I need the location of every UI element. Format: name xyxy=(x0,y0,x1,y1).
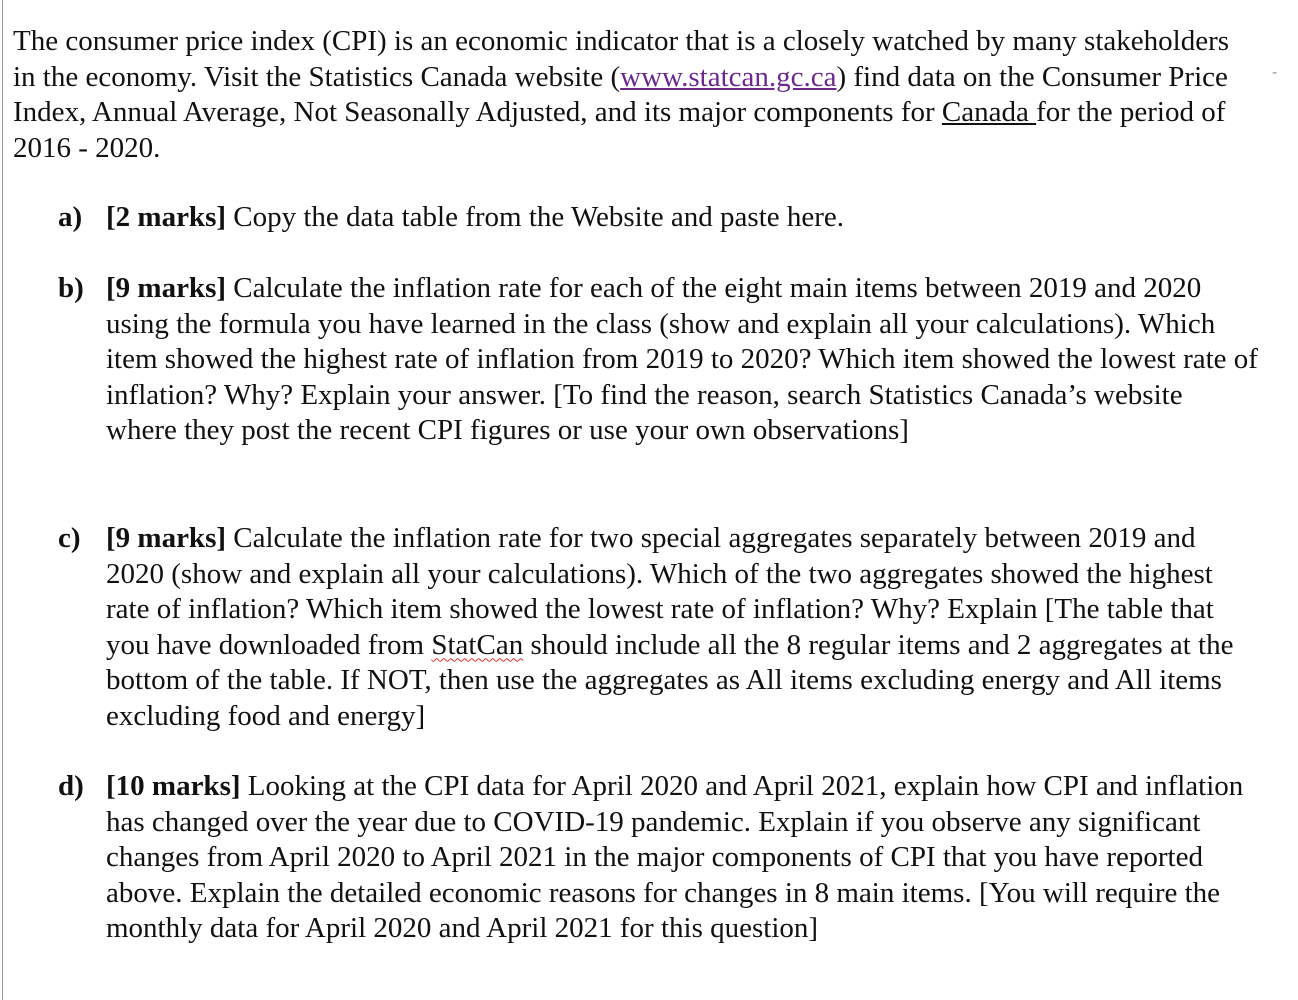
question-letter: a) xyxy=(58,201,83,233)
spellcheck-flagged-word: StatCan xyxy=(431,628,524,661)
question-body xyxy=(106,200,1258,236)
question-marks: [10 marks] xyxy=(106,770,241,802)
question-d xyxy=(58,769,1258,947)
question-c xyxy=(58,521,1258,734)
question-letter: b) xyxy=(58,272,84,304)
question-marks: [2 marks] xyxy=(106,201,227,233)
question-text: Looking at the CPI data for April 2020 and April 2021, explain how CPI and inflation has changed over the year due to COVID-19 pandemic. Explain if you observe any significant changes from April 2020 to April 2021 in the major components of CPI that you have reported above. Explain the detailed economic reasons for changes in 8 main items. [You will require the monthly data for April 2020 and April 2021 for this question] xyxy=(106,770,1244,944)
margin-mark: - xyxy=(1272,64,1278,81)
question-letter: c) xyxy=(58,522,81,554)
question-marks: [9 marks] xyxy=(106,522,227,554)
question-body xyxy=(106,521,1258,734)
intro-text-2: ) find data on the Consumer Price Index, Annual Average, Not Seasonally Adjusted, and its major components for xyxy=(13,60,1228,128)
question-marks: [9 marks] xyxy=(106,272,227,304)
question-body xyxy=(106,271,1258,449)
question-text-after: should include all the 8 regular items and 2 aggregates at the bottom of the table. If NOT, then use the aggregates as All items excluding energy and All items excluding food and energy] xyxy=(106,628,1234,732)
intro-paragraph xyxy=(13,24,1253,166)
question-text-before: Calculate the inflation rate for two special aggregates separately between 2019 and 2020 (show and explain all your calculations). Which of the two aggregates showed the highest rate of inflation? Which item showed the lowest rate of inflation? Why? Explain [The table that you have downloaded from xyxy=(106,522,1214,661)
statcan-link[interactable]: www.statcan.gc.ca xyxy=(620,60,837,93)
question-b xyxy=(58,271,1258,449)
question-text: Copy the data table from the Website and paste here. xyxy=(226,201,845,233)
intro-underlined-canada: Canada xyxy=(941,96,1037,128)
question-a xyxy=(58,200,1258,236)
intro-text-3: for the period of 2016 - 2020. xyxy=(13,96,1226,164)
question-body xyxy=(106,769,1258,947)
page-left-border xyxy=(2,0,3,1000)
question-text: Calculate the inflation rate for each of the eight main items between 2019 and 2020 using the formula you have learned in the class (show and explain all your calculations). Which item showed the highest rate of inflation from 2019 to 2020? Which item showed the lowest rate of inflation? Why? Explain your answer. [To find the reason, search Statistics Canada’s website where they post the recent CPI figures or use your own observations] xyxy=(106,272,1258,446)
question-letter: d) xyxy=(58,770,84,802)
intro-text-1: The consumer price index (CPI) is an economic indicator that is a closely watched by many stakeholders in the economy. Visit the Statistics Canada website ( xyxy=(13,25,1230,93)
